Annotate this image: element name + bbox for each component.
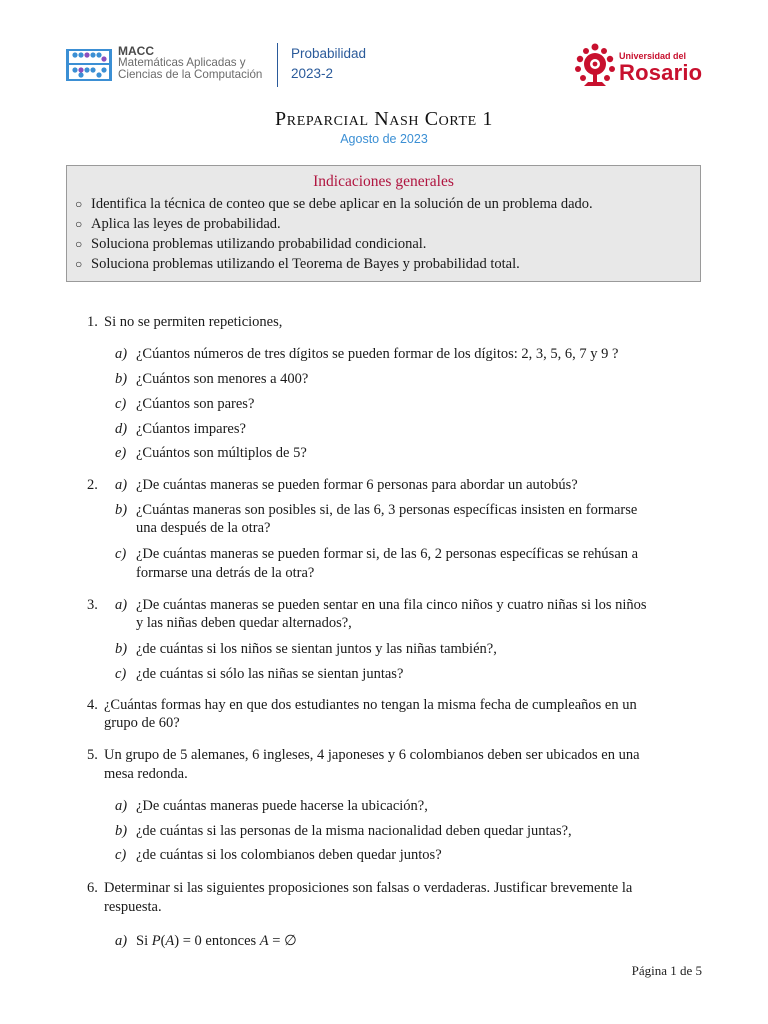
subitem-label: a)	[115, 933, 128, 949]
problem-stem: Si no se permiten repeticiones,	[104, 314, 283, 330]
math-a2: A	[259, 933, 269, 949]
subitem-label: c)	[115, 666, 127, 682]
problem-number: 5.	[87, 747, 98, 763]
circle-bullet-icon: ○	[75, 237, 83, 251]
subitem-label: b)	[115, 371, 128, 387]
page-subtitle: Agosto de 2023	[340, 132, 428, 146]
subitem-label: b)	[115, 641, 128, 657]
subitem-text-cont: una después de la otra?	[136, 520, 271, 536]
problem-stem: Determinar si las siguientes proposiciones son falsas o verdaderas. Justificar brevemente la	[104, 880, 633, 896]
subitem-prefix: Si	[136, 933, 152, 949]
subitem-label: b)	[115, 823, 128, 839]
circle-bullet-icon: ○	[75, 257, 83, 271]
subitem-label: a)	[115, 597, 128, 613]
subitem-label: a)	[115, 798, 128, 814]
indication-text: Soluciona problemas utilizando probabilidad condicional.	[91, 236, 427, 252]
subitem-text: ¿De cuántas maneras puede hacerse la ubicación?,	[136, 798, 428, 814]
circle-bullet-icon: ○	[75, 217, 83, 231]
page-number: Página 1 de 5	[631, 963, 702, 978]
math-empty-set: = ∅	[268, 933, 297, 949]
subitem-text: ¿De cuántas maneras se pueden formar si, de las 6, 2 personas específicas se rehúsan a	[136, 546, 639, 562]
subitem-text: ¿de cuántas si las personas de la misma nacionalidad deben quedar juntas?,	[136, 823, 572, 839]
problem-stem: ¿Cuántas formas hay en que dos estudiantes no tengan la misma fecha de cumpleaños en un	[104, 697, 637, 713]
rosario-line2: Rosario	[619, 60, 703, 85]
indication-text: Aplica las leyes de probabilidad.	[91, 216, 281, 232]
problem-number: 3.	[87, 597, 98, 613]
problem-number: 4.	[87, 697, 98, 713]
problem-number: 6.	[87, 880, 98, 896]
subitem-label: d)	[115, 421, 128, 437]
subitem-text: ¿Cúantos son pares?	[136, 396, 255, 412]
subitem-label: b)	[115, 502, 128, 518]
course-name: Probabilidad	[291, 46, 367, 61]
subitem-text: ¿De cuántas maneras se pueden formar 6 personas para abordar un autobús?	[136, 477, 578, 493]
circle-bullet-icon: ○	[75, 197, 83, 211]
subitem-text: ¿Cuántos son menores a 400?	[136, 371, 309, 387]
subitem-text: ¿de cuántas si los colombianos deben quedar juntos?	[136, 847, 442, 863]
subitem-label: a)	[115, 477, 128, 493]
rosario-line1: Universidad del	[619, 51, 687, 61]
subitem-text: ¿de cuántas si los niños se sientan juntos y las niñas también?,	[136, 641, 497, 657]
page-title: Preparcial Nash Corte 1	[275, 108, 493, 130]
subitem-text: ¿Cuántos son múltiplos de 5?	[136, 445, 307, 461]
math-equals-zero: ) = 0 entonces	[174, 933, 260, 949]
subitem-text: ¿Cuántas maneras son posibles si, de las 6, 3 personas específicas insisten en formarse	[136, 502, 638, 518]
problem-stem: Un grupo de 5 alemanes, 6 ingleses, 4 japoneses y 6 colombianos deben ser ubicados en una	[104, 747, 640, 763]
problem-number: 2.	[87, 477, 98, 493]
math-a: A	[165, 933, 175, 949]
subitem-label: c)	[115, 396, 127, 412]
subitem-label: c)	[115, 546, 127, 562]
subitem-text: ¿Cúantos números de tres dígitos se pueden formar de los dígitos: 2, 3, 5, 6, 7 y 9 ?	[136, 346, 619, 362]
subitem-text: ¿De cuántas maneras se pueden sentar en una fila cinco niños y cuatro niñas si los niños	[136, 597, 647, 613]
indication-text: Identifica la técnica de conteo que se debe aplicar en la solución de un problema dado.	[91, 196, 593, 212]
macc-name-line2: Ciencias de la Computación	[118, 68, 263, 81]
subitem-text	[136, 932, 297, 951]
indications-title: Indicaciones generales	[313, 173, 454, 190]
subitem-label: c)	[115, 847, 127, 863]
subitem-text-cont: formarse una detrás de la otra?	[136, 565, 315, 581]
problem-number: 1.	[87, 314, 98, 330]
problem-stem-cont: grupo de 60?	[104, 715, 180, 731]
subitem-text: ¿Cúantos impares?	[136, 421, 246, 437]
math-open-paren: (	[160, 933, 166, 949]
macc-short-name: MACC	[118, 44, 154, 58]
problem-stem-cont: respuesta.	[104, 899, 162, 915]
course-term: 2023-2	[291, 66, 334, 81]
macc-name-line1: Matemáticas Aplicadas y	[118, 56, 246, 69]
math-p: P	[151, 933, 161, 949]
indication-text: Soluciona problemas utilizando el Teorema de Bayes y probabilidad total.	[91, 256, 520, 272]
problem-stem-cont: mesa redonda.	[104, 766, 188, 782]
subitem-label: a)	[115, 346, 128, 362]
subitem-text: ¿de cuántas si sólo las niñas se sientan juntas?	[136, 666, 404, 682]
subitem-label: e)	[115, 445, 127, 461]
subitem-text-cont: y las niñas deben quedar alternados?,	[136, 615, 352, 631]
